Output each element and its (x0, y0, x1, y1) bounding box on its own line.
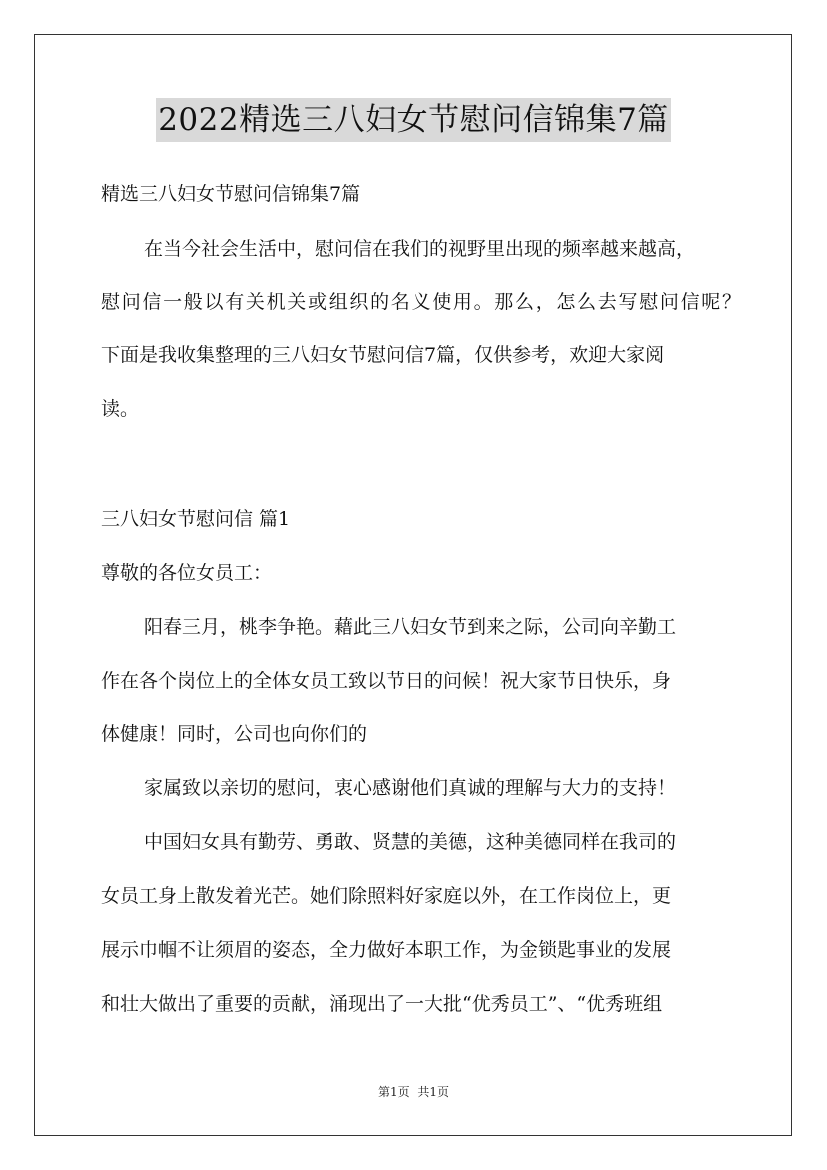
title-wrap (0, 98, 827, 142)
page-number-current: 第1页 (377, 1085, 410, 1099)
para3-line-3: 展示巾帼不让须眉的姿态，全力做好本职工作，为金锁匙事业的发展 (101, 939, 672, 961)
intro-line-1: 在当今社会生活中，慰问信在我们的视野里出现的频率越来越高， (144, 238, 696, 260)
para1-line-1: 阳春三月，桃李争艳。藉此三八妇女节到来之际，公司向辛勤工 (144, 616, 677, 638)
page-footer (0, 1083, 827, 1100)
page-number-total: 共1页 (417, 1085, 450, 1099)
para2-line-1: 家属致以亲切的慰问，衷心感谢他们真诚的理解与大力的支持！ (144, 777, 677, 799)
para1-line-3: 体健康！同时，公司也向你们的 (101, 723, 368, 745)
intro-line-4: 读。 (101, 398, 140, 420)
document-title: 2022精选三八妇女节慰问信锦集7篇 (156, 98, 671, 142)
para3-line-2: 女员工身上散发着光芒。她们除照料好家庭以外，在工作岗位上，更 (101, 885, 672, 907)
para1-line-2: 作在各个岗位上的全体女员工致以节日的问候！祝大家节日快乐，身 (101, 670, 672, 692)
salutation: 尊敬的各位女员工： (101, 562, 273, 584)
intro-line-2: 慰问信一般以有关机关或组织的名义使用。那么，怎么去写慰问信呢？ (101, 291, 741, 313)
intro-line-3: 下面是我收集整理的三八妇女节慰问信7篇，仅供参考，欢迎大家阅 (101, 344, 665, 366)
section-heading: 三八妇女节慰问信 篇1 (101, 508, 291, 530)
para3-line-4: 和壮大做出了重要的贡献，涌现出了一大批“优秀员工”、“优秀班组 (101, 993, 663, 1015)
para3-line-1: 中国妇女具有勤劳、勇敢、贤慧的美德，这种美德同样在我司的 (144, 831, 677, 853)
document-subtitle: 精选三八妇女节慰问信锦集7篇 (101, 183, 361, 205)
